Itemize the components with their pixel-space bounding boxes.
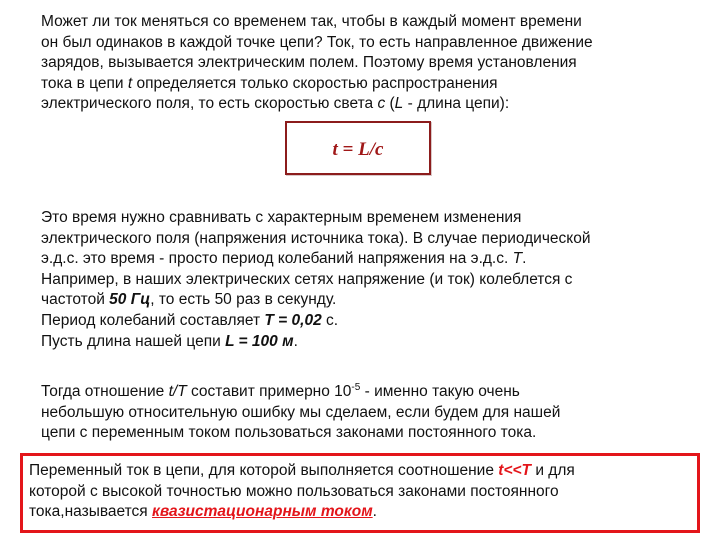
text-line xyxy=(41,290,691,311)
text-line: которой с высокой точностью можно пользоваться законами постоянного xyxy=(29,482,559,500)
text-fragment: ( xyxy=(385,95,395,113)
text-fragment: - именно такую очень xyxy=(360,383,520,400)
text-fragment: , то есть 50 раз в секунду. xyxy=(150,291,337,309)
var-T: T xyxy=(512,250,523,268)
formula-box xyxy=(285,121,431,175)
text-fragment: частотой xyxy=(41,291,110,309)
text-line xyxy=(41,94,691,115)
exponent: -5 xyxy=(351,381,361,393)
length-value: L = 100 м xyxy=(225,332,294,350)
var-t: t xyxy=(127,74,133,92)
text-fragment: Переменный ток в цепи, для которой выполняется соотношение xyxy=(29,462,499,479)
text-line xyxy=(41,332,691,353)
text-line xyxy=(41,249,691,270)
text-line: Например, в наших электрических сетях напряжение (и ток) колеблется с xyxy=(41,270,573,288)
intro-paragraph xyxy=(41,12,691,115)
text-fragment: электрического поля, то есть скоростью света xyxy=(41,95,378,113)
text-fragment: . xyxy=(293,332,298,350)
text-fragment: Период колебаний составляет xyxy=(41,311,265,329)
defined-term: квазистационарным током xyxy=(152,503,373,521)
text-fragment: э.д.с. это время - просто период колебаний напряжения на э.д.с. xyxy=(41,250,513,268)
text-line: он был одинаков в каждой точке цепи? Ток, то есть направленное движение xyxy=(41,33,593,51)
definition-box xyxy=(20,453,700,533)
frequency-value: 50 Гц xyxy=(109,291,151,309)
text-line: зарядов, вызывается электрическим полем. Поэтому время установления xyxy=(41,54,577,72)
definition-paragraph xyxy=(29,461,689,523)
text-fragment: определяется только скоростью распространения xyxy=(132,74,498,92)
text-fragment: с. xyxy=(321,311,339,329)
ratio-paragraph xyxy=(41,382,691,444)
text-fragment: - длина цепи): xyxy=(403,95,510,113)
text-line xyxy=(29,502,689,523)
text-line: небольшую относительную ошибку мы сделаем, если будем для нашей xyxy=(41,403,561,421)
var-c: c xyxy=(377,95,386,113)
text-fragment: составит примерно 10 xyxy=(186,383,352,400)
text-line: электрического поля (напряжения источника тока). В случае периодической xyxy=(41,229,591,247)
text-line xyxy=(29,461,689,482)
text-line: Может ли ток меняться со временем так, чтобы в каждый момент времени xyxy=(41,13,582,30)
text-line: цепи с переменным током пользоваться законами постоянного тока. xyxy=(41,424,537,442)
text-fragment: . xyxy=(522,250,527,268)
text-line: Это время нужно сравнивать с характерным временем изменения xyxy=(41,209,522,226)
var-L: L xyxy=(394,95,404,113)
period-value: T = 0,02 xyxy=(264,311,322,329)
text-fragment: . xyxy=(372,503,377,521)
text-line xyxy=(41,382,691,403)
text-fragment: Тогда отношение xyxy=(41,383,169,400)
text-fragment: тока,называется xyxy=(29,503,153,521)
text-line xyxy=(41,311,691,332)
comparison-paragraph xyxy=(41,208,691,352)
text-fragment: тока в цепи xyxy=(41,74,128,92)
condition: t<<T xyxy=(498,462,532,479)
text-fragment: и для xyxy=(531,462,575,479)
text-fragment: Пусть длина нашей цепи xyxy=(41,332,226,350)
formula: t = L/c xyxy=(332,139,384,160)
text-line xyxy=(41,74,691,95)
ratio: t/T xyxy=(168,383,187,400)
